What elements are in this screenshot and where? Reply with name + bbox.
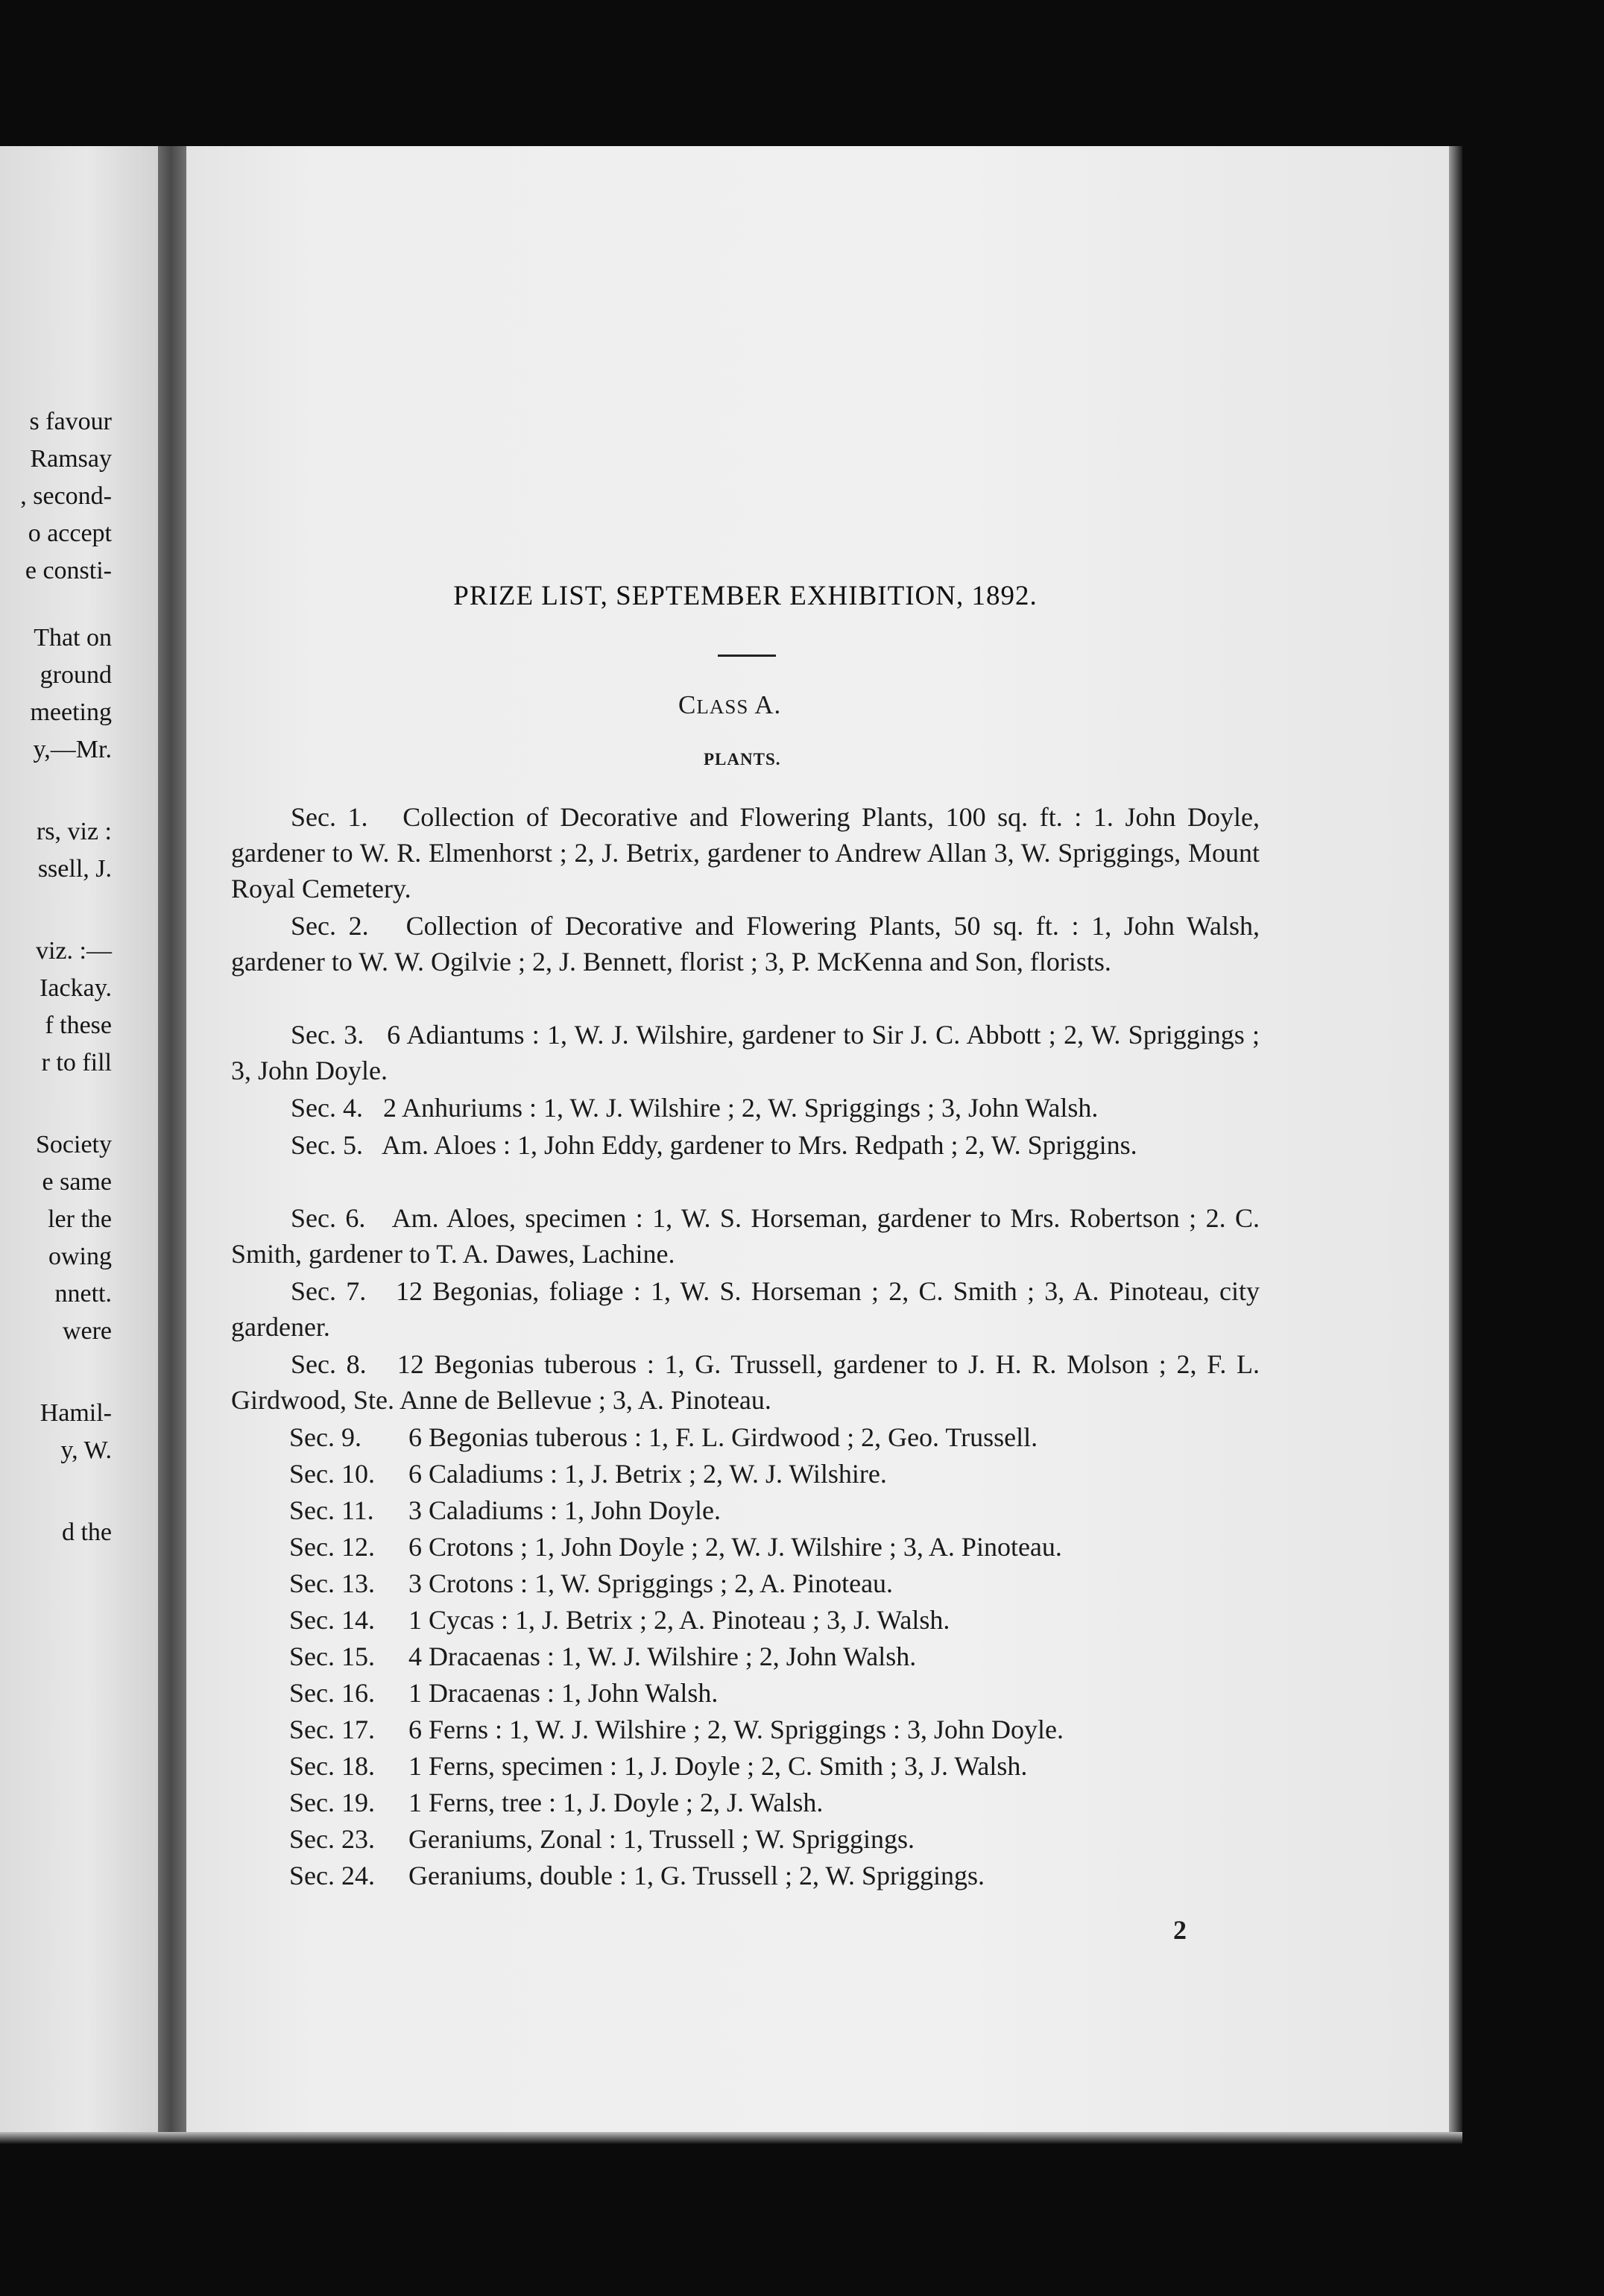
section-number: Sec. 16. [289, 1678, 375, 1708]
section-number: Sec. 24. [289, 1861, 375, 1890]
book-gutter [158, 146, 186, 2138]
section-number: Sec. 18. [289, 1751, 375, 1781]
left-page-fragment: f these [45, 1012, 112, 1039]
section-text: 6 Crotons ; 1, John Doyle ; 2, W. J. Wilshire ; 3, A. Pinoteau. [408, 1532, 1062, 1562]
section-text: Geraniums, double : 1, G. Trussell ; 2, W. Spriggings. [408, 1861, 985, 1890]
left-page-fragment: Iackay. [40, 974, 112, 1002]
section-text: 1 Cycas : 1, J. Betrix ; 2, A. Pinoteau ; 3, J. Walsh. [408, 1605, 950, 1635]
section-number: Sec. 10. [289, 1459, 375, 1489]
section-text: 6 Begonias tuberous : 1, F. L. Girdwood ; 2, Geo. Trussell. [408, 1422, 1038, 1452]
left-page-fragment: were [62, 1317, 112, 1345]
section-text: 2 Anhuriums : 1, W. J. Wilshire ; 2, W. Spriggings ; 3, John Walsh. [382, 1093, 1099, 1123]
prize-entry [289, 1821, 915, 1857]
prize-entry [289, 1419, 1038, 1455]
section-number: Sec. 7. [291, 1276, 367, 1306]
left-page-fragment: e same [42, 1168, 112, 1196]
section-text: Am. Aloes : 1, John Eddy, gardener to Mrs. Redpath ; 2, W. Spriggins. [382, 1130, 1137, 1160]
prize-paragraph [231, 1017, 1260, 1088]
section-number: Sec. 3. [291, 1020, 364, 1050]
prize-paragraph [231, 1346, 1260, 1418]
section-number: Sec. 6. [291, 1203, 366, 1233]
left-page-fragment: ler the [48, 1205, 112, 1233]
section-text: 6 Adiantums : 1, W. J. Wilshire, gardener to Sir J. C. Abbott ; 2, W. Spriggings ; 3, John Doyle. [231, 1020, 1260, 1085]
prize-entry [289, 1565, 893, 1601]
left-page-fragment: meeting [30, 698, 112, 726]
left-page-fragment: nnett. [54, 1280, 112, 1308]
section-number: Sec. 13. [289, 1568, 375, 1598]
prize-entry [289, 1675, 718, 1711]
class-heading-initial: C [678, 690, 697, 719]
left-page-fragment: ground [40, 661, 112, 689]
prize-paragraph [231, 1273, 1260, 1345]
prize-entry [289, 1712, 1064, 1747]
section-number: Sec. 5. [291, 1130, 363, 1160]
section-number: Sec. 2. [291, 911, 369, 941]
section-number: Sec. 4. [291, 1093, 363, 1123]
section-text: Geraniums, Zonal : 1, Trussell ; W. Spriggings. [408, 1824, 915, 1854]
prize-entry [289, 1602, 950, 1638]
left-page-fragment: o accept [28, 520, 112, 547]
left-page-fragment: Society [36, 1131, 112, 1158]
section-number: Sec. 1. [291, 802, 368, 832]
section-number: Sec. 15. [289, 1641, 375, 1671]
section-number: Sec. 12. [289, 1532, 375, 1562]
left-page-fragment: That on [34, 624, 112, 652]
section-text: 3 Caladiums : 1, John Doyle. [408, 1495, 721, 1525]
prize-paragraph [231, 1090, 1260, 1126]
left-page-fragment: , second- [20, 482, 112, 510]
class-heading [678, 690, 781, 720]
section-text: 1 Dracaenas : 1, John Walsh. [408, 1678, 719, 1708]
section-text: 3 Crotons : 1, W. Spriggings ; 2, A. Pinoteau. [408, 1568, 894, 1598]
prize-entry [289, 1785, 823, 1820]
prize-paragraph [231, 799, 1260, 906]
prize-paragraph [231, 1127, 1260, 1163]
page-bottom-shadow [0, 2132, 1462, 2144]
section-text: 12 Begonias, foliage : 1, W. S. Horseman ; 2, C. Smith ; 3, A. Pinoteau, city gardener. [231, 1276, 1260, 1342]
left-page-fragment: y, W. [60, 1436, 112, 1464]
section-text: 12 Begonias tuberous : 1, G. Trussell, gardener to J. H. R. Molson ; 2, F. L. Girdwood, Ste. Anne de Bellevue ; 3, A. Pinoteau. [231, 1349, 1260, 1415]
left-page-fragment: rs, viz : [36, 818, 112, 845]
prize-entry [289, 1858, 985, 1893]
section-text: Collection of Decorative and Flowering Plants, 100 sq. ft. : 1. John Doyle, gardener to W. R. Elmenhorst ; 2, J. Betrix, gardener to Andrew Allan 3, W. Spriggings, Mount Royal Cemetery. [231, 802, 1260, 903]
section-number: Sec. 23. [289, 1824, 375, 1854]
left-page-fragment: owing [48, 1243, 112, 1270]
page-edge-shadow [1449, 146, 1462, 2138]
left-page-fragment: d the [61, 1518, 112, 1546]
left-page-fragment: ssell, J. [37, 855, 112, 883]
class-heading-smallcaps: LASS [696, 696, 749, 718]
section-text: Collection of Decorative and Flowering Plants, 50 sq. ft. : 1, John Walsh, gardener to W. W. Ogilvie ; 2, J. Bennett, florist ; 3, P. McKenna and Son, florists. [231, 911, 1260, 977]
prize-entry [289, 1492, 721, 1528]
section-number: Sec. 9. [289, 1422, 361, 1452]
prize-entry [289, 1639, 916, 1674]
left-page-fragment: e consti- [25, 557, 112, 584]
page-title: PRIZE LIST, SEPTEMBER EXHIBITION, 1892. [453, 581, 1038, 611]
left-page-fragment: viz. :— [36, 937, 112, 965]
prize-entry [289, 1456, 887, 1492]
section-text: 4 Dracaenas : 1, W. J. Wilshire ; 2, John Walsh. [408, 1641, 917, 1671]
prize-entry [289, 1748, 1027, 1784]
section-text: 1 Ferns, specimen : 1, J. Doyle ; 2, C. Smith ; 3, J. Walsh. [408, 1751, 1028, 1781]
title-rule [718, 655, 776, 657]
section-text: Am. Aloes, specimen : 1, W. S. Horseman, gardener to Mrs. Robertson ; 2. C. Smith, gardener to T. A. Dawes, Lachine. [231, 1203, 1260, 1269]
left-page [0, 146, 158, 2138]
section-number: Sec. 11. [289, 1495, 374, 1525]
section-text: 1 Ferns, tree : 1, J. Doyle ; 2, J. Walsh. [408, 1788, 824, 1817]
class-heading-letter: A. [754, 690, 782, 719]
prize-paragraph [231, 908, 1260, 980]
section-text: 6 Ferns : 1, W. J. Wilshire ; 2, W. Spriggings : 3, John Doyle. [408, 1715, 1064, 1744]
left-page-fragment: s favour [29, 408, 112, 435]
section-subheading: PLANTS. [704, 750, 781, 769]
section-number: Sec. 14. [289, 1605, 375, 1635]
left-page-fragment: r to fill [41, 1049, 112, 1076]
section-number: Sec. 17. [289, 1715, 375, 1744]
page-number: 2 [1173, 1915, 1187, 1945]
left-page-fragment: Hamil- [40, 1399, 112, 1427]
left-page-fragment: Ramsay [30, 445, 112, 473]
prize-entry [289, 1529, 1062, 1565]
section-text: 6 Caladiums : 1, J. Betrix ; 2, W. J. Wilshire. [408, 1459, 887, 1489]
section-number: Sec. 8. [291, 1349, 367, 1379]
left-page-fragment: y,—Mr. [33, 736, 112, 763]
prize-paragraph [231, 1200, 1260, 1272]
section-number: Sec. 19. [289, 1788, 375, 1817]
